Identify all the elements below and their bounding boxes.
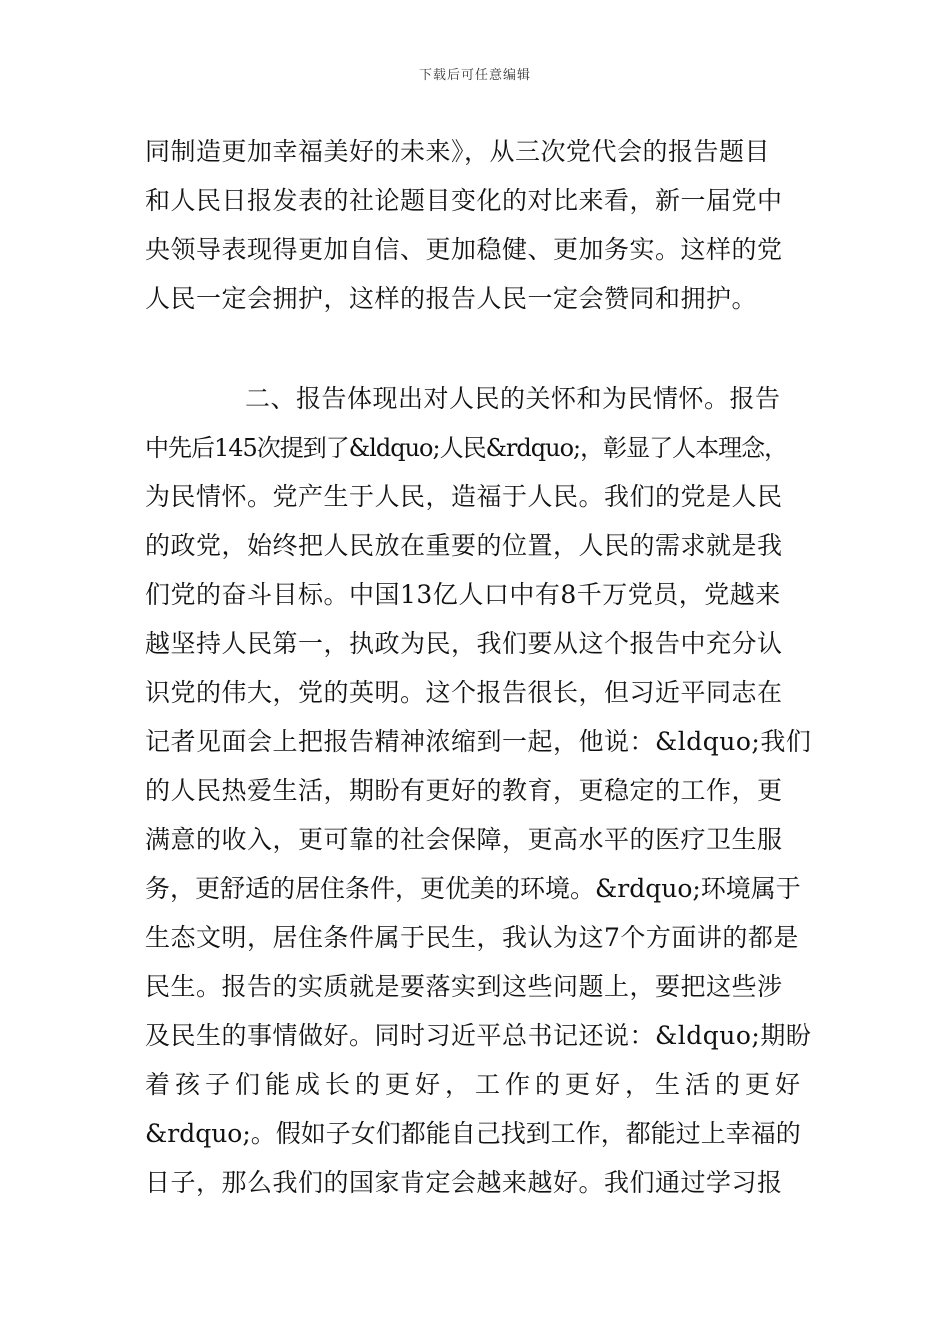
text-line: 央领导表现得更加自信、更加稳健、更加务实。这样的党 xyxy=(145,235,783,264)
text-line: 和人民日报发表的社论题目变化的对比来看，新一届党中 xyxy=(145,186,783,215)
text-line: 人民一定会拥护，这样的报告人民一定会赞同和拥护。 xyxy=(145,284,758,313)
text-line: 的政党，始终把人民放在重要的位置，人民的需求就是我 xyxy=(145,531,783,560)
text-line: 为民情怀。党产生于人民，造福于人民。我们的党是人民 xyxy=(145,482,783,511)
text-line: &rdquo;。假如子女们都能自己找到工作，都能过上幸福的 xyxy=(145,1119,801,1148)
text-line: 着孩子们能成长的更好，工作的更好，生活的更好 xyxy=(145,1070,806,1099)
text-line: 们党的奋斗目标。中国13亿人口中有8千万党员，党越来 xyxy=(145,580,781,609)
text-line: 同制造更加幸福美好的未来》，从三次党代会的报告题目 xyxy=(145,137,771,166)
text-line: 的人民热爱生活，期盼有更好的教育，更稳定的工作，更 xyxy=(145,776,783,805)
text-line: 识党的伟大，党的英明。这个报告很长，但习近平同志在 xyxy=(145,678,783,707)
text-line: 生态文明，居住条件属于民生，我认为这7个方面讲的都是 xyxy=(145,923,799,952)
text-line: 记者见面会上把报告精神浓缩到一起，他说：&ldquo;我们 xyxy=(145,727,812,756)
page-header: 下载后可任意编辑 xyxy=(418,68,531,83)
text-line: 二、报告体现出对人民的关怀和为民情怀。报告 xyxy=(245,384,781,413)
text-line: 满意的收入，更可靠的社会保障，更高水平的医疗卫生服 xyxy=(145,825,783,854)
text-line: 及民生的事情做好。同时习近平总书记还说：&ldquo;期盼 xyxy=(145,1021,812,1050)
text-line: 务，更舒适的居住条件，更优美的环境。&rdquo;环境属于 xyxy=(145,874,801,903)
text-line: 越坚持人民第一，执政为民，我们要从这个报告中充分认 xyxy=(145,629,783,658)
text-line: 中先后145次提到了&ldquo;人民&rdquo;，彰显了人本理念， xyxy=(145,434,788,462)
text-line: 日子，那么我们的国家肯定会越来越好。我们通过学习报 xyxy=(145,1168,783,1197)
text-line: 民生。报告的实质就是要落实到这些问题上，要把这些涉 xyxy=(145,972,783,1001)
